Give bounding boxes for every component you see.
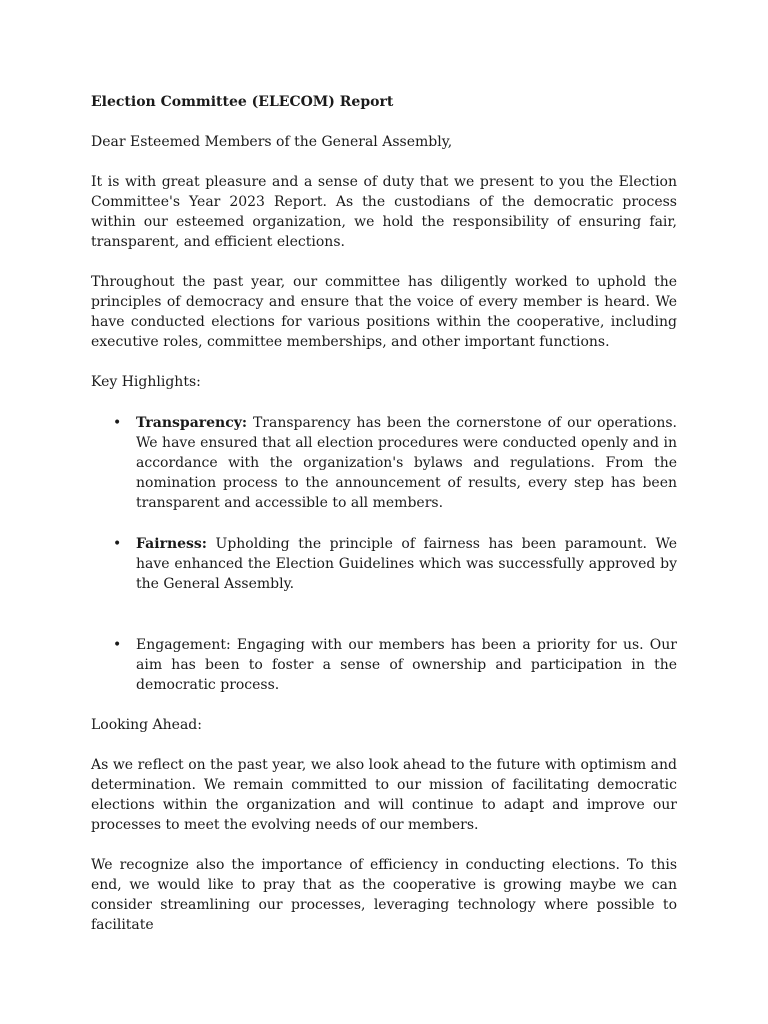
highlight-text: Upholding the principle of fairness has been paramount. We have enhanced the Election Guidelines which was successfully approved by the General Assembly. xyxy=(136,536,677,592)
highlight-text: Transparency has been the cornerstone of our operations. We have ensured that all election procedures were conducted openly and in accordance with the organization's bylaws and regulations. From the nomination process to the announcement of results, every step has been transparent and accessible to all members. xyxy=(136,415,677,511)
outlook-paragraph: As we reflect on the past year, we also look ahead to the future with optimism and determination. We remain committed to our mission of facilitating democratic elections within the organization and will continue to adapt and improve our processes to meet the evolving needs of our members. xyxy=(91,757,677,833)
highlight-label: Transparency: xyxy=(136,415,248,431)
bullet-icon: • xyxy=(113,415,122,431)
highlight-label: Fairness: xyxy=(136,536,207,552)
efficiency-paragraph: We recognize also the importance of efficiency in conducting elections. To this end, we would like to pray that as the cooperative is growing maybe we can consider streamlining our processes, leveraging technology where possible to facilitate xyxy=(91,857,677,933)
intro-paragraph: It is with great pleasure and a sense of duty that we present to you the Election Committee's Year 2023 Report. As the custodians of the democratic process within our esteemed organization, we hold the responsibility of ensuring fair, transparent, and efficient elections. xyxy=(91,174,677,250)
bullet-icon: • xyxy=(113,536,122,552)
highlight-text: Engagement: Engaging with our members has been a priority for us. Our aim has been to foster a sense of ownership and participation in the democratic process. xyxy=(136,637,677,693)
bullet-icon: • xyxy=(113,637,122,653)
activities-paragraph: Throughout the past year, our committee has diligently worked to uphold the principles of democracy and ensure that the voice of every member is heard. We have conducted elections for various positions within the cooperative, including executive roles, committee memberships, and other important functions. xyxy=(91,274,677,350)
looking-ahead-heading: Looking Ahead: xyxy=(91,717,202,733)
salutation: Dear Esteemed Members of the General Assembly, xyxy=(91,134,453,150)
highlight-item-transparency xyxy=(113,413,677,513)
highlights-heading: Key Highlights: xyxy=(91,374,201,390)
highlight-item-engagement xyxy=(113,635,677,695)
document-title: Election Committee (ELECOM) Report xyxy=(91,94,394,110)
highlight-item-fairness xyxy=(113,534,677,594)
